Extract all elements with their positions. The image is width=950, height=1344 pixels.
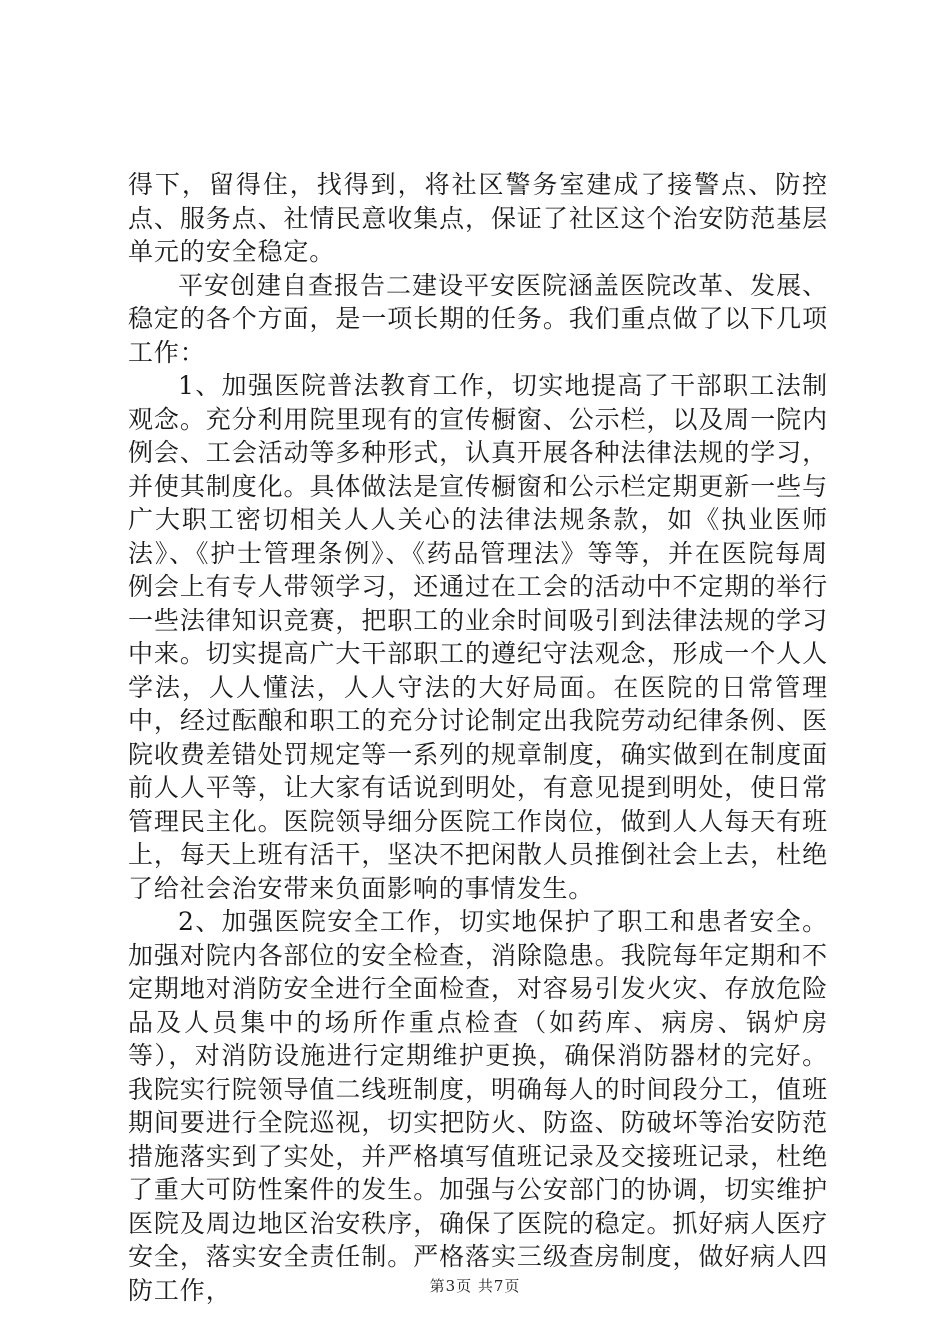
paragraph-legal-education: 1、加强医院普法教育工作，切实地提高了干部职工法制观念。充分利用院里现有的宣传橱窗、公示栏，以及周一院内例会、工会活动等多种形式，认真开展各种法律法规的学习，并使其制度化。具体做法是宣传橱窗和公示栏定期更新一些与广大职工密切相关人人关心的法律法规条款，如《执业医师法》、《护士管理条例》、《药品管理法》等等，并在医院每周例会上有专人带领学习，还通过在工会的活动中不定期的举行一些法律知识竞赛，把职工的业余时间吸引到法律法规的学习中来。切实提高广大干部职工的遵纪守法观念，形成一个人人学法，人人懂法，人人守法的大好局面。在医院的日常管理中，经过酝酿和职工的充分讨论制定出我院劳动纪律条例、医院收费差错处罚规定等一系列的规章制度，确实做到在制度面前人人平等，让大家有话说到明处，有意见提到明处，使日常管理民主化。医院领导细分医院工作岗位，做到人人每天有班上，每天上班有活干，坚决不把闲散人员推倒社会上去，杜绝了给社会治安带来负面影响的事情发生。 bbox=[128, 371, 828, 903]
page-footer: 第3页 共7页 bbox=[429, 1277, 521, 1295]
paragraph-hospital-safety: 2、加强医院安全工作，切实地保护了职工和患者安全。加强对院内各部位的安全检查，消除隐患。我院每年定期和不定期地对消防安全进行全面检查，对容易引发火灾、存放危险品及人员集中的场所作重点检查（如药库、病房、锅炉房等），对消防设施进行定期维护更换，确保消防器材的完好。我院实行院领导值二线班制度，明确每人的时间段分工，值班期间要进行全院巡视，切实把防火、防盗、防破坏等治安防范措施落实到了实处，并严格填写值班记录及交接班记录，杜绝了重大可防性案件的发生。加强与公安部门的协调，切实维护医院及周边地区治安秩序，确保了医院的稳定。抓好病人医疗安全，落实安全责任制。严格落实三级查房制度，做好病人四防工作， bbox=[128, 907, 828, 1305]
document-body bbox=[128, 168, 828, 1307]
paragraph-continuation: 得下，留得住，找得到，将社区警务室建成了接警点、防控点、服务点、社情民意收集点，保证了社区这个治安防范基层单元的安全稳定。 bbox=[128, 170, 828, 266]
paragraph-report-intro: 平安创建自查报告二建设平安医院涵盖医院改革、发展、稳定的各个方面，是一项长期的任务。我们重点做了以下几项工作： bbox=[128, 270, 828, 367]
